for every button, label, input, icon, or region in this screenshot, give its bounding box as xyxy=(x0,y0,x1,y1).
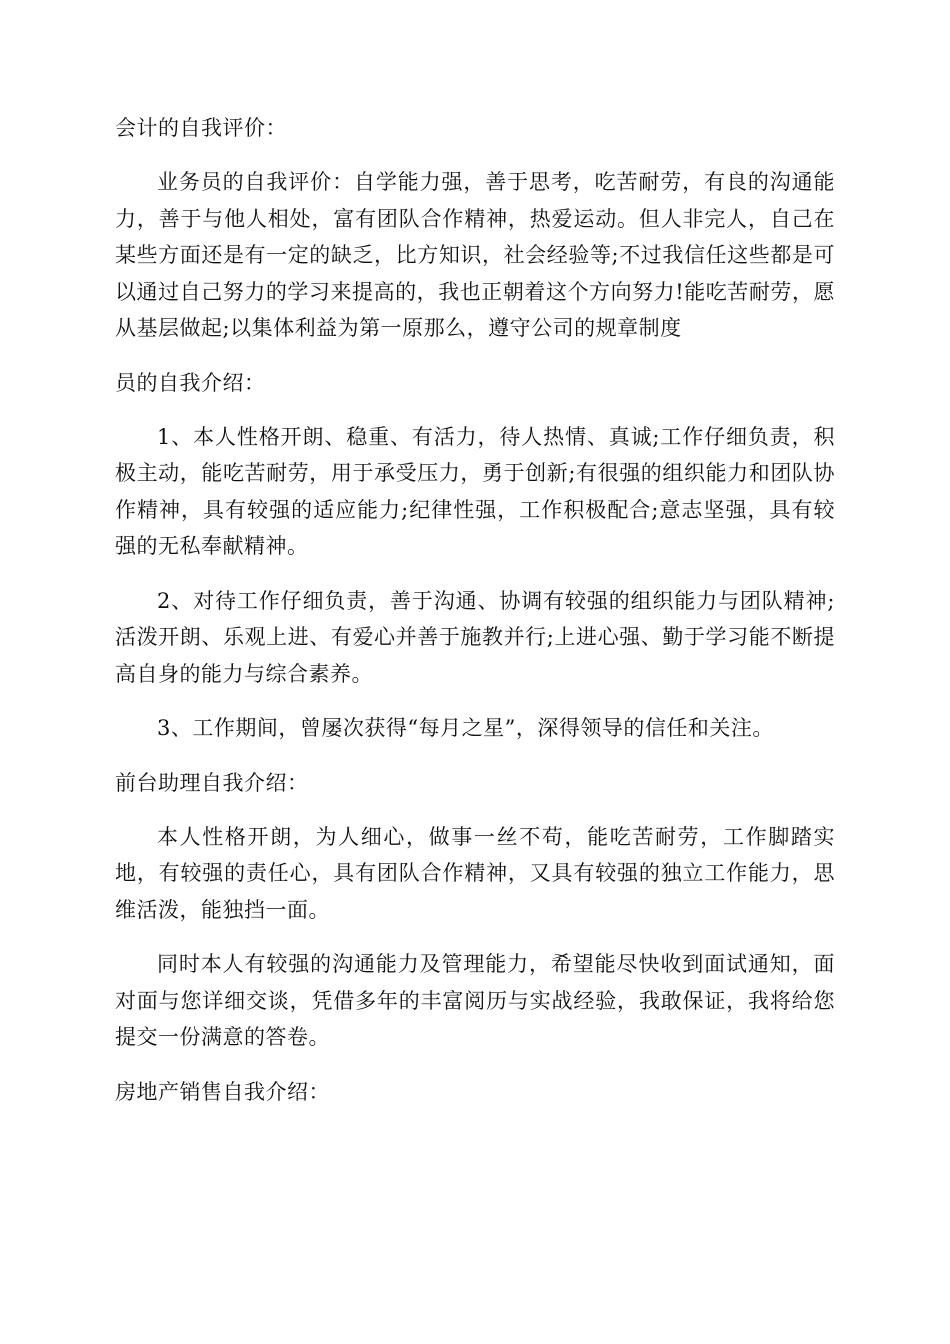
paragraph-item-1: 1、本人性格开朗、稳重、有活力，待人热情、真诚;工作仔细负责，积极主动，能吃苦耐劳，用于承受压力，勇于创新;有很强的组织能力和团队协作精神，具有较强的适应能力;纪律性强，工作积极配合;意志坚强，具有较强的无私奉献精神。 xyxy=(115,424,835,558)
paragraph-front-desk-1: 本人性格开朗，为人细心，做事一丝不苟，能吃苦耐劳，工作脚踏实地，有较强的责任心，具有团队合作精神，又具有较强的独立工作能力，思维活泼，能独挡一面。 xyxy=(115,824,835,922)
section-heading-accountant: 会计的自我评价： xyxy=(115,116,287,140)
section-heading-staff-intro: 员的自我介绍： xyxy=(115,370,266,395)
paragraph-item-3: 3、工作期间，曾屡次获得“每月之星”，深得领导的信任和关注。 xyxy=(157,716,774,740)
section-heading-real-estate: 房地产销售自我介绍： xyxy=(115,1079,330,1104)
paragraph-item-2: 2、对待工作仔细负责，善于沟通、协调有较强的组织能力与团队精神;活泼开朗、乐观上进、有爱心并善于施教并行;上进心强、勤于学习能不断提高自身的能力与综合素养。 xyxy=(115,588,835,686)
paragraph-salesperson-evaluation: 业务员的自我评价：自学能力强，善于思考，吃苦耐劳，有良的沟通能力，善于与他人相处，富有团队合作精神，热爱运动。但人非完人，自己在某些方面还是有一定的缺乏，比方知识，社会经验等;不过我信任这些都是可以通过自己努力的学习来提高的，我也正朝着这个方向努力!能吃苦耐劳，愿从基层做起;以集体利益为第一原那么，遵守公司的规章制度 xyxy=(115,170,835,340)
document-body xyxy=(115,110,835,1128)
paragraph-front-desk-2: 同时本人有较强的沟通能力及管理能力，希望能尽快收到面试通知，面对面与您详细交谈，凭借多年的丰富阅历与实战经验，我敢保证，我将给您提交一份满意的答卷。 xyxy=(115,952,835,1049)
section-heading-front-desk: 前台助理自我介绍： xyxy=(115,770,309,795)
